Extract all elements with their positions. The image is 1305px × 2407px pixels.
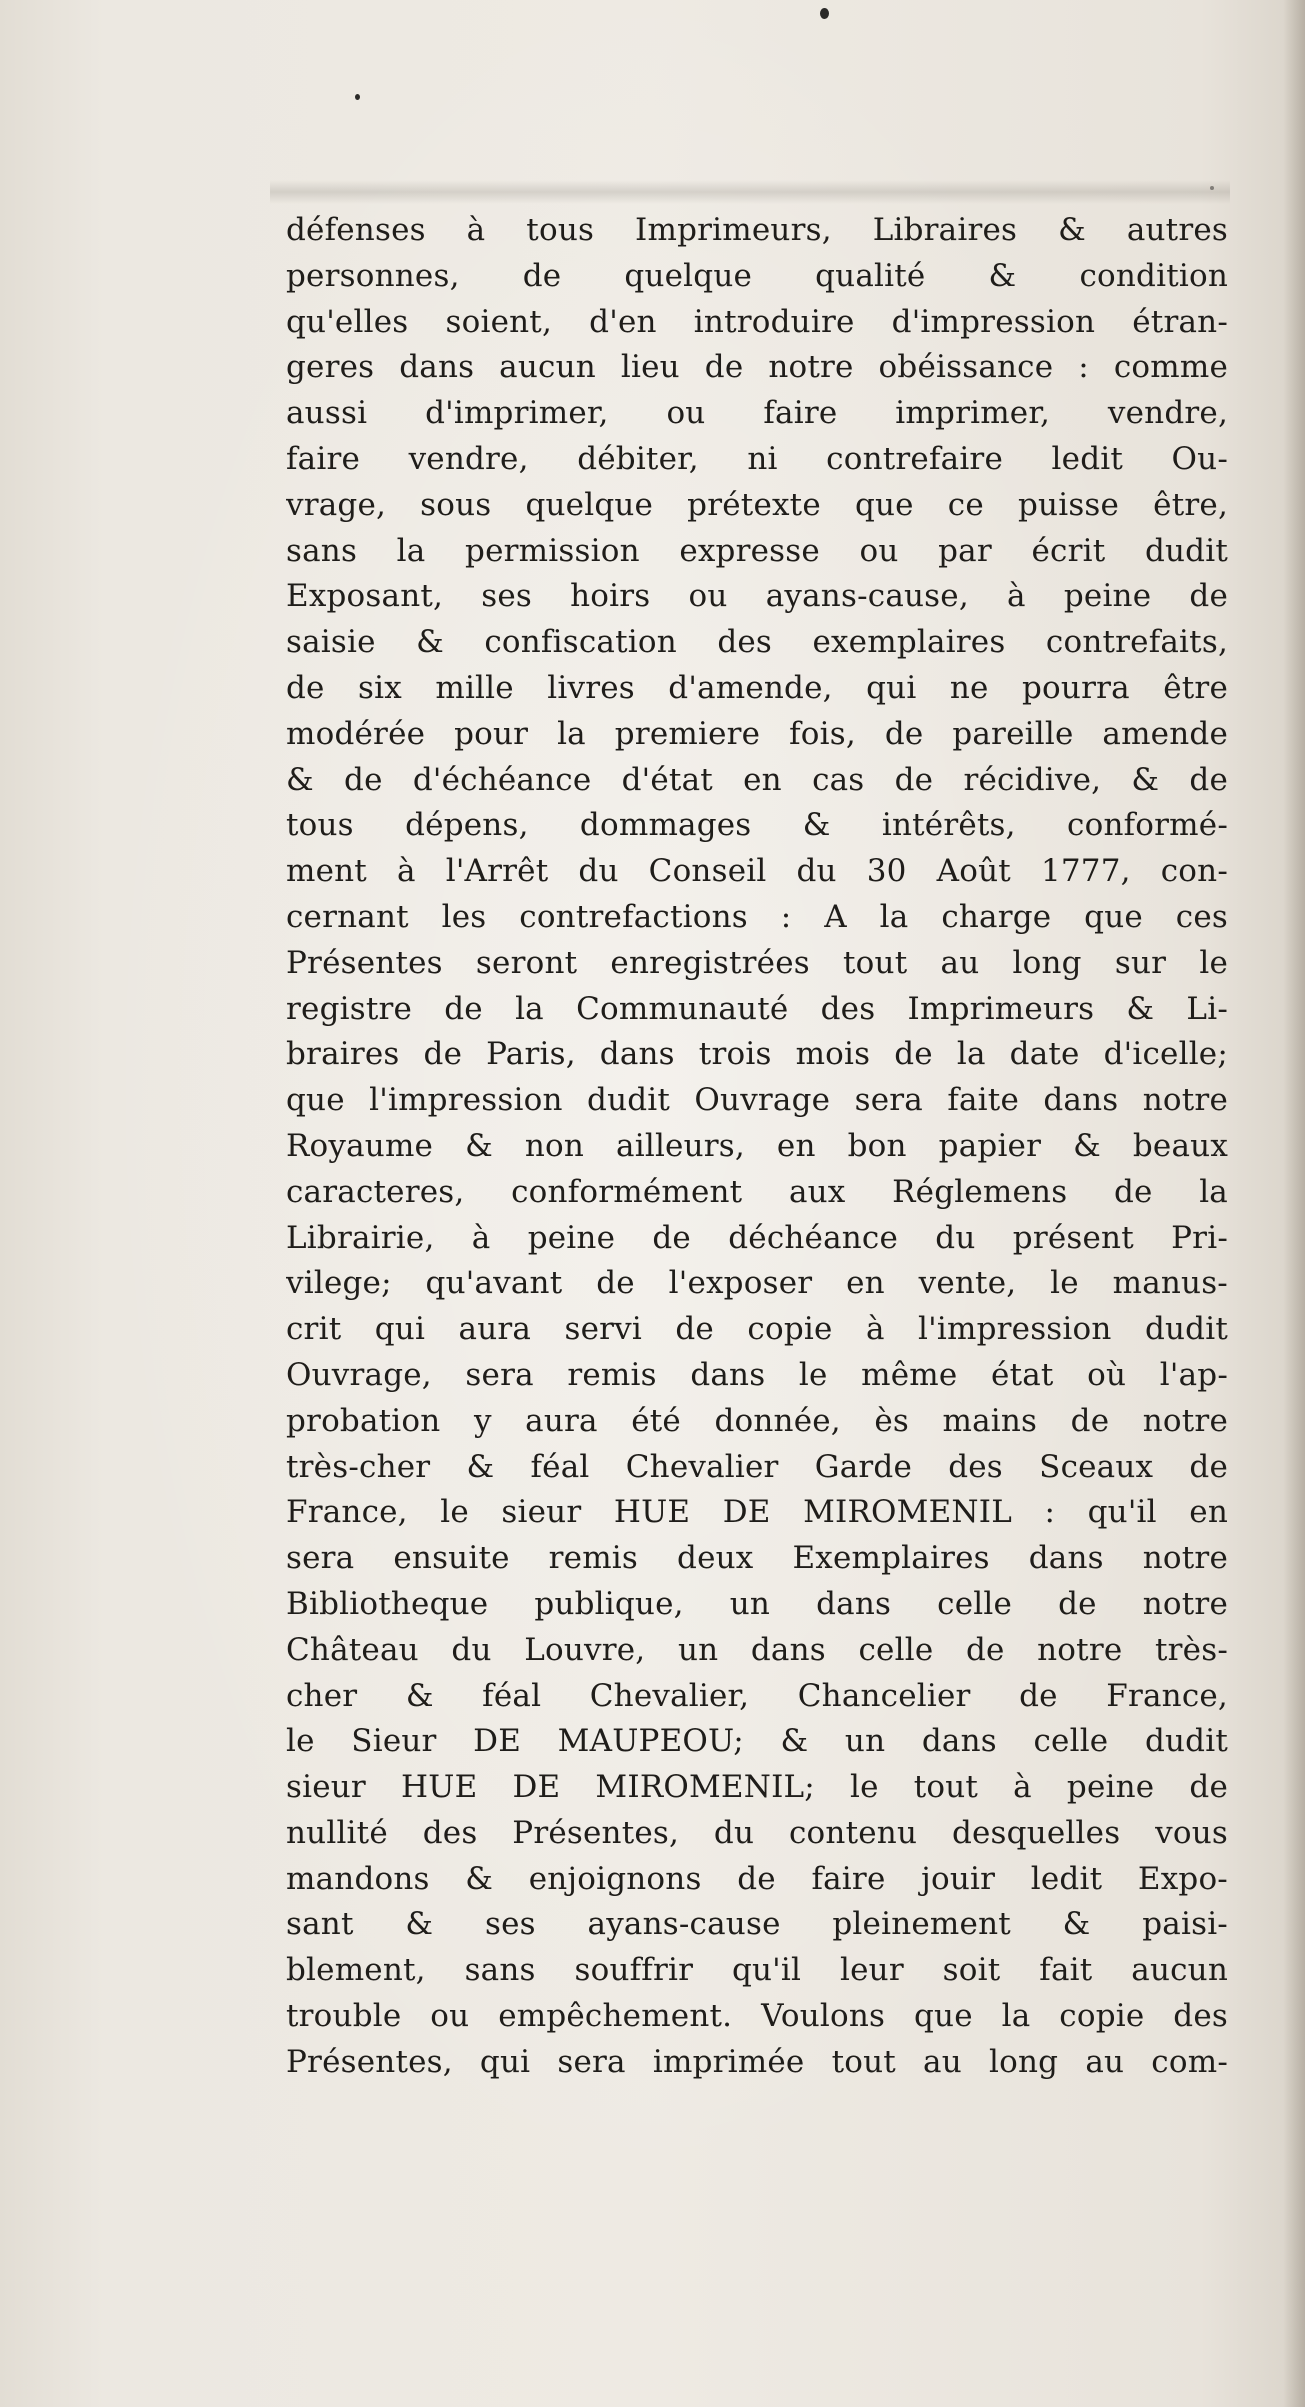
text-line: Ouvrage, sera remis dans le même état où l'ap- [286,1356,1228,1393]
text-line: & de d'échéance d'état en cas de récidive, & de [286,761,1228,798]
body-text [286,208,1228,2086]
text-line: de six mille livres d'amende, qui ne pourra être [286,669,1228,706]
text-line: aussi d'imprimer, ou faire imprimer, vendre, [286,395,1228,432]
text-line: Librairie, à peine de déchéance du présent Pri- [286,1219,1228,1256]
text-line: braires de Paris, dans trois mois de la date d'icelle; [286,1036,1228,1073]
text-line: que l'impression dudit Ouvrage sera faite dans notre [286,1082,1228,1119]
text-line: Château du Louvre, un dans celle de notre très- [286,1631,1228,1668]
text-line: défenses à tous Imprimeurs, Libraires & autres [286,212,1228,248]
text-line: trouble ou empêchement. Voulons que la copie des [286,1998,1228,2035]
text-line: vrage, sous quelque prétexte que ce puisse être, [286,486,1228,523]
text-line: le Sieur DE MAUPEOU; & un dans celle dudit [286,1723,1228,1760]
text-line: probation y aura été donnée, ès mains de notre [286,1402,1228,1439]
text-line: cher & féal Chevalier, Chancelier de France, [286,1677,1228,1714]
text-line: sans la permission expresse ou par écrit dudit [286,532,1228,569]
text-line: sieur HUE DE MIROMENIL; le tout à peine de [286,1769,1228,1806]
text-line: caracteres, conformément aux Réglemens de la [286,1173,1228,1210]
text-line: France, le sieur HUE DE MIROMENIL : qu'il en [286,1494,1228,1531]
text-line: Présentes, qui sera imprimée tout au long au com- [286,2043,1228,2080]
text-line: registre de la Communauté des Imprimeurs & Li- [286,990,1228,1027]
text-line: qu'elles soient, d'en introduire d'impression étran- [286,303,1228,340]
text-line: sera ensuite remis deux Exemplaires dans notre [286,1540,1228,1577]
text-line: nullité des Présentes, du contenu desquelles vous [286,1814,1228,1851]
text-line: geres dans aucun lieu de notre obéissance : comme [286,349,1228,386]
text-line: sant & ses ayans-cause pleinement & paisi- [286,1906,1228,1943]
text-line: mandons & enjoignons de faire jouir ledit Expo- [286,1860,1228,1897]
text-line: Royaume & non ailleurs, en bon papier & beaux [286,1127,1228,1164]
text-line: cernant les contrefactions : A la charge que ces [286,898,1228,935]
ink-speck [820,8,829,19]
ink-speck [1210,186,1214,190]
text-line: Bibliotheque publique, un dans celle de notre [286,1585,1228,1622]
print-shadow-band [270,180,1230,204]
text-line: blement, sans souffrir qu'il leur soit fait aucun [286,1952,1228,1989]
text-line: modérée pour la premiere fois, de pareille amende [286,715,1228,752]
text-line: ment à l'Arrêt du Conseil du 30 Août 1777, con- [286,853,1228,890]
text-line: très-cher & féal Chevalier Garde des Sceaux de [286,1448,1228,1485]
text-line: Exposant, ses hoirs ou ayans-cause, à peine de [286,578,1228,615]
page-edge-shadow [1283,0,1305,2407]
text-line: crit qui aura servi de copie à l'impression dudit [286,1311,1228,1348]
text-line: tous dépens, dommages & intérêts, conformé- [286,807,1228,844]
text-line: personnes, de quelque qualité & condition [286,257,1228,294]
text-line: vilege; qu'avant de l'exposer en vente, le manus- [286,1265,1228,1302]
text-line: saisie & confiscation des exemplaires contrefaits, [286,624,1228,661]
text-line: faire vendre, débiter, ni contrefaire ledit Ou- [286,440,1228,477]
text-line: Présentes seront enregistrées tout au long sur le [286,944,1228,981]
ink-speck [355,94,360,100]
